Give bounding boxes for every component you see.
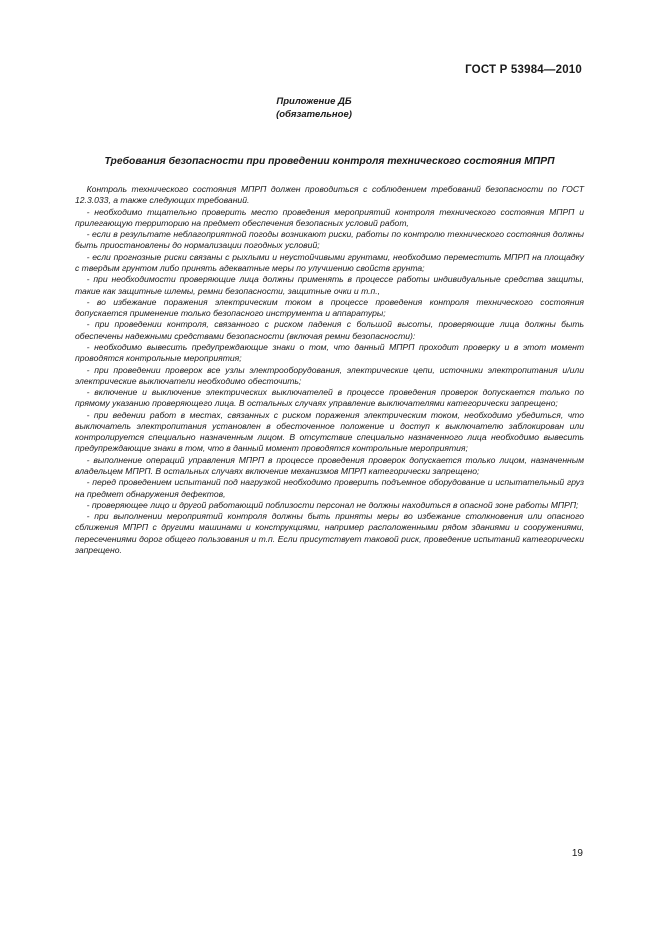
list-item: - включение и выключение электрических выключателей в процессе проведения проверок допускается только по прямому указанию проверяющего лица. В остальных случаях управление выключателями категорически запрещено; (75, 387, 584, 409)
appendix-heading (0, 95, 628, 121)
list-item: - во избежание поражения электрическим током в процессе проведения контроля технического состояния допускается применение только безопасного инструмента и аппаратуры; (75, 296, 584, 319)
section-title: Требования безопасности при проведении контроля технического состояния МПРП (104, 156, 555, 167)
list-item: - при проведении контроля, связанного с риском падения с большой высоты, проверяющие лица должны быть обеспечены надежными средствами безопасности (включая ремни безопасности): (75, 319, 584, 341)
list-item: - при необходимости проверяющие лица должны применять в процессе работы индивидуальные средства защиты, такие как защитные шлемы, ремни безопасности, защитные очки и т.п., (75, 274, 584, 296)
paragraph: Контроль технического состояния МПРП должен проводиться с соблюдением требований безопасности по ГОСТ 12.3.033, а также следующих требований. (75, 184, 584, 206)
list-item: - при ведении работ в местах, связанных с риском поражения электрическим током, необходимо убедиться, что выключатель электропитания установлен в обесточенное положение и доступ к выключателю заблокирован или контролируется специально назначенным лицом. В отсутствие специально назначенного лица необходимо вывесить предупреждающие знаки в том, что в данный момент проводятся контрольные мероприятия; (75, 409, 584, 454)
list-item: - необходимо тщательно проверить место проведения мероприятий контроля технического состояния МПРП и прилегающую территорию на предмет обеспечения безопасных условий работ, (75, 206, 584, 228)
appendix-label: Приложение ДБ (276, 96, 352, 107)
list-item: - выполнение операций управления МПРП в процессе проведения проверок допускается только лицом, назначенным владельцем МПРП. В остальных случаях включение механизмов МПРП категорически запрещено; (75, 454, 584, 477)
list-item: - если в результате неблагоприятной погоды возникают риски, работы по контролю технического состояния должны быть приостановлены до нормализации погодных условий; (75, 229, 584, 251)
page-number: 19 (571, 848, 583, 859)
standard-code: ГОСТ Р 53984—2010 (465, 64, 582, 76)
list-item: - проверяющее лицо и другой работающий поблизости персонал не должны находиться в опасной зоне работы МПРП; (86, 499, 579, 510)
list-item: - при выполнении мероприятий контроля должны быть приняты меры во избежание столкновения или опасного сближения МПРП с другими машинами и конструкциями, например расположенными рядом зданиями и сооружениями, пересечениями дорог общего пользования и т.п. Если присутствует таковой риск, проведение испытаний категорически запрещено. (75, 511, 584, 555)
list-item: - если прогнозные риски связаны с рыхлыми и неустойчивыми грунтами, необходимо переместить МПРП на площадку с твердым грунтом либо принять адекватные меры по улучшению свойств грунта; (75, 251, 584, 273)
appendix-status: (обязательное) (276, 109, 352, 120)
list-item: - необходимо вывесить предупреждающие знаки о том, что данный МПРП проходит проверку и в этот момент проводятся контрольные мероприятия; (75, 341, 584, 364)
list-item: - перед проведением испытаний под нагрузкой необходимо проверить подъемное оборудование и испытательный груз на предмет обнаружения дефектов, (75, 477, 584, 499)
body-text (75, 184, 584, 556)
list-item: - при проведении проверок все узлы электрооборудования, электрические цепи, источники электропитания и/или электрические выключатели необходимо обесточить; (75, 364, 584, 386)
